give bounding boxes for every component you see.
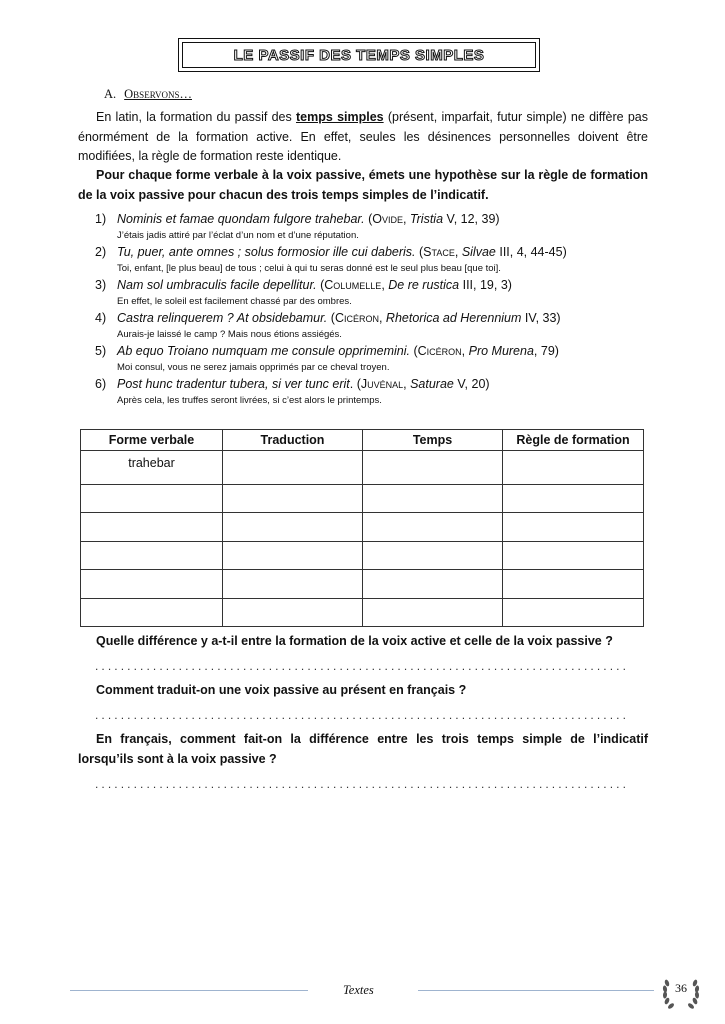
table-cell[interactable] [81,513,223,542]
answer-line-3[interactable]: ................................................................................... [95,777,630,791]
example-item: 4) Castra relinquerem ? At obsidebamur. (Cicéron, Rhetorica ad Herennium IV, 33) Aurais-je laissé le camp ? Mais nous étions assiégés. [95,309,655,342]
table-cell[interactable] [503,541,644,570]
table-row [81,513,644,542]
header-traduction: Traduction [223,430,363,451]
examples-list [95,210,655,408]
title-frame [178,38,540,72]
work-title: Silvae [461,245,496,259]
table-cell[interactable] [503,484,644,513]
latin-sentence: Nominis et famae quondam fulgore trahebar. [117,212,365,226]
table-cell[interactable] [223,513,363,542]
table-cell[interactable] [363,484,503,513]
footer-rule-left [70,990,308,991]
table-cell[interactable] [223,598,363,627]
work-title: Rhetorica ad Herennium [385,311,522,325]
author-name: Cicéron [334,311,379,325]
work-title: De re rustica [388,278,460,292]
example-translation: Après cela, les truffes seront livrées, si c’est alors le printemps. [117,395,382,406]
table-cell[interactable] [363,451,503,485]
table-cell[interactable] [503,513,644,542]
table-cell[interactable] [81,541,223,570]
table-cell[interactable]: trahebar [81,451,223,485]
example-translation: En effet, le soleil est facilement chassé par des ombres. [117,296,352,307]
question-1: Quelle différence y a-t-il entre la formation de la voix active et celle de la voix passive ? [96,634,613,648]
table-cell[interactable] [503,598,644,627]
table-cell[interactable] [503,451,644,485]
section-letter: A. [104,87,117,101]
question-3: En français, comment fait-on la différence entre les trois temps simple de l’indicatif lorsqu’ils sont à la voix passive ? [78,732,648,766]
table-cell[interactable] [223,541,363,570]
example-translation: J’étais jadis attiré par l’éclat d’un nom et d’une réputation. [117,230,359,241]
section-heading [104,87,192,102]
table-cell[interactable] [363,570,503,599]
section-label: Observons… [124,87,192,101]
author-name: Stace [423,245,455,259]
answer-table [80,429,644,627]
table-cell[interactable] [223,570,363,599]
table-cell[interactable] [223,484,363,513]
answer-line-2[interactable]: ................................................................................... [95,708,630,722]
table-cell[interactable] [223,451,363,485]
example-item: 1) Nominis et famae quondam fulgore trahebar. (Ovide, Tristia V, 12, 39) J’étais jadis attiré par l’éclat d’un nom et d’une réputation. [95,210,655,243]
table-cell[interactable] [363,541,503,570]
question-2: Comment traduit-on une voix passive au présent en français ? [96,683,467,697]
answer-line-1[interactable]: ................................................................................... [95,659,630,673]
header-regle: Règle de formation [503,430,644,451]
work-title: Saturae [410,377,454,391]
work-title: Pro Murena [468,344,534,358]
author-name: Juvénal [360,377,404,391]
footer-label: Textes [343,983,374,997]
table-row [81,570,644,599]
intro-paragraph: En latin, la formation du passif des temps simples (présent, imparfait, futur simple) ne diffère pas énormément de la formation active. En effet, seules les désinences personnelles doivent être modifiées, la règle de formation reste identique. [78,110,648,163]
latin-sentence: Ab equo Troiano numquam me consule opprimemini. [117,344,410,358]
example-item: 3) Nam sol umbraculis facile depellitur. (Columelle, De re rustica III, 19, 3) En effet, le soleil est facilement chassé par des ombres. [95,276,655,309]
footer-rule-right [418,990,654,991]
latin-sentence: Nam sol umbraculis facile depellitur. [117,278,317,292]
page-title: LE PASSIF DES TEMPS SIMPLES [233,46,485,64]
work-title: Tristia [409,212,444,226]
latin-sentence: Castra relinquerem ? At obsidebamur. [117,311,328,325]
table-row [81,541,644,570]
page-number: 36 [675,981,687,995]
temps-simples-emphasis: temps simples [296,110,384,124]
table-header-row [81,430,644,451]
example-translation: Aurais-je laissé le camp ? Mais nous étions assiégés. [117,329,342,340]
example-item: 5) Ab equo Troiano numquam me consule opprimemini. (Cicéron, Pro Murena, 79) Moi consul, vous ne serez jamais opprimés par ce cheval troyen. [95,342,655,375]
table-cell[interactable] [81,484,223,513]
table-cell[interactable] [363,598,503,627]
author-name: Ovide [372,212,403,226]
table-cell[interactable] [81,570,223,599]
table-row [81,451,644,485]
header-forme-verbale: Forme verbale [81,430,223,451]
table-row [81,484,644,513]
author-name: Cicéron [417,344,462,358]
table-row [81,598,644,627]
example-translation: Toi, enfant, [le plus beau] de tous ; celui à qui tu seras donné est le seul plus beau [que toi]. [117,263,501,274]
latin-sentence: Post hunc tradentur tubera, si ver tunc erit [117,377,350,391]
latin-sentence: Tu, puer, ante omnes ; solus formosior ille cui daberis. [117,245,416,259]
example-item: 2) Tu, puer, ante omnes ; solus formosior ille cui daberis. (Stace, Silvae III, 4, 44-45) Toi, enfant, [le plus beau] de tous ; celui à qui tu seras donné est le seul plus beau [que toi]. [95,243,655,276]
table-cell[interactable] [503,570,644,599]
header-temps: Temps [363,430,503,451]
instruction-paragraph: Pour chaque forme verbale à la voix passive, émets une hypothèse sur la règle de formation de la voix passive pour chacun des trois temps simples de l’indicatif. [78,168,648,202]
table-cell[interactable] [363,513,503,542]
table-cell[interactable] [81,598,223,627]
author-name: Columelle [324,278,382,292]
example-translation: Moi consul, vous ne serez jamais opprimés par ce cheval troyen. [117,362,390,373]
page-number-badge [660,975,702,1011]
example-item: 6) Post hunc tradentur tubera, si ver tunc erit. (Juvénal, Saturae V, 20) Après cela, les truffes seront livrées, si c’est alors le printemps. [95,375,655,408]
